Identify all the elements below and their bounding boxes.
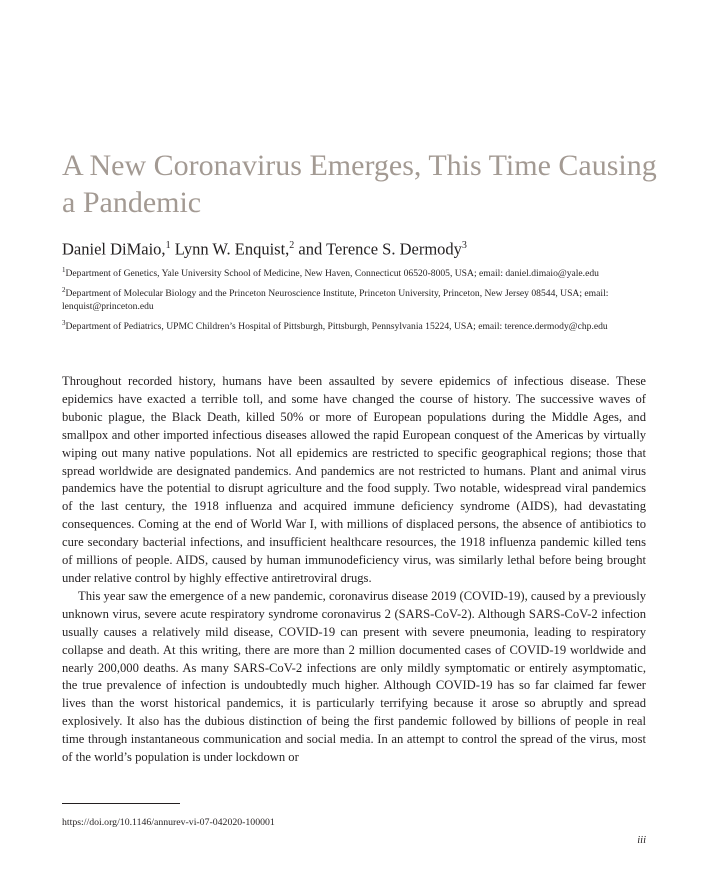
- affiliation-text: Department of Pediatrics, UPMC Children’s Hospital of Pittsburgh, Pittsburgh, Pennsylvania 15224, USA; email: terence.dermody@chp.edu: [65, 321, 608, 333]
- affiliation-marker: 2: [62, 285, 66, 294]
- footnote-divider: [62, 803, 180, 804]
- affiliation: [62, 317, 662, 333]
- affiliation-text: Department of Genetics, Yale University School of Medicine, New Haven, Connecticut 06520-8005, USA; email: daniel.dimaio@yale.edu: [65, 268, 599, 280]
- body-paragraph: This year saw the emergence of a new pandemic, coronavirus disease 2019 (COVID-19), caused by a previously unknown virus, severe acute respiratory syndrome coronavirus 2 (SARS-CoV-2). Although SARS-CoV-2 infection usually causes a relatively mild disease, COVID-19 can present with severe pneumonia, leading to respiratory collapse and death. At this writing, there are more than 2 million documented cases of COVID-19 worldwide and nearly 200,000 deaths. As many SARS-CoV-2 infections are only mildly symptomatic or entirely asymptomatic, the true prevalence of infection is undoubtedly much higher. Although COVID-19 has so far claimed far fewer lives than the worst historical pandemics, it is particularly terrifying because it arose so abruptly and spread explosively. It also has the dubious distinction of being the first pandemic followed by billions of people in real time through instantaneous communication and social media. In an attempt to control the spread of the virus, most of the world’s population is under lockdown or: [62, 588, 646, 765]
- author-name: Lynn W. Enquist,: [174, 239, 290, 259]
- affiliations: [62, 264, 662, 337]
- affiliation-text: Department of Molecular Biology and the Princeton Neuroscience Institute, Princeton University, Princeton, New Jersey 08544, USA; email: lenquist@princeton.edu: [62, 288, 609, 313]
- author-affiliation-marker: 1: [165, 240, 171, 251]
- page-number: iii: [637, 835, 646, 846]
- article-title: A New Coronavirus Emerges, This Time Causing a Pandemic: [62, 149, 657, 219]
- affiliation: [62, 284, 662, 314]
- article-body: [62, 373, 646, 767]
- doi-link[interactable]: https://doi.org/10.1146/annurev-vi-07-042020-100001: [62, 817, 275, 828]
- affiliation-marker: 3: [62, 318, 66, 327]
- body-paragraph: Throughout recorded history, humans have been assaulted by severe epidemics of infectious disease. These epidemics have exacted a terrible toll, and some have changed the course of history. The successive waves of bubonic plague, the Black Death, killed 50% or more of European populations during the Middle Ages, and smallpox and other imported infectious diseases allowed the rapid European conquest of the Americas by virtually wiping out many native populations. Not all epidemics are restricted to specific geographical regions; those that spread worldwide are designated pandemics. And pandemics are not restricted to humans. Plant and animal virus pandemics have the potential to disrupt agriculture and the food supply. Two notable, widespread viral pandemics of the last century, the 1918 influenza and acquired immune deficiency syndrome (AIDS), had devastating consequences. Coming at the end of World War I, with millions of displaced persons, the absence of antibiotics to cure secondary bacterial infections, and insufficient healthcare resources, the 1918 influenza pandemic killed tens of millions of people. AIDS, caused by human immunodeficiency virus, was similarly lethal before being brought under relative control by highly effective antiretroviral drugs.: [62, 374, 646, 585]
- affiliation-marker: 1: [62, 266, 66, 274]
- author-name: and Terence S. Dermody: [298, 239, 462, 259]
- author-affiliation-marker: 3: [461, 240, 467, 251]
- author-name: Daniel DiMaio,: [62, 239, 166, 259]
- author-line: [62, 235, 662, 261]
- author-affiliation-marker: 2: [289, 240, 295, 251]
- affiliation: [62, 264, 662, 280]
